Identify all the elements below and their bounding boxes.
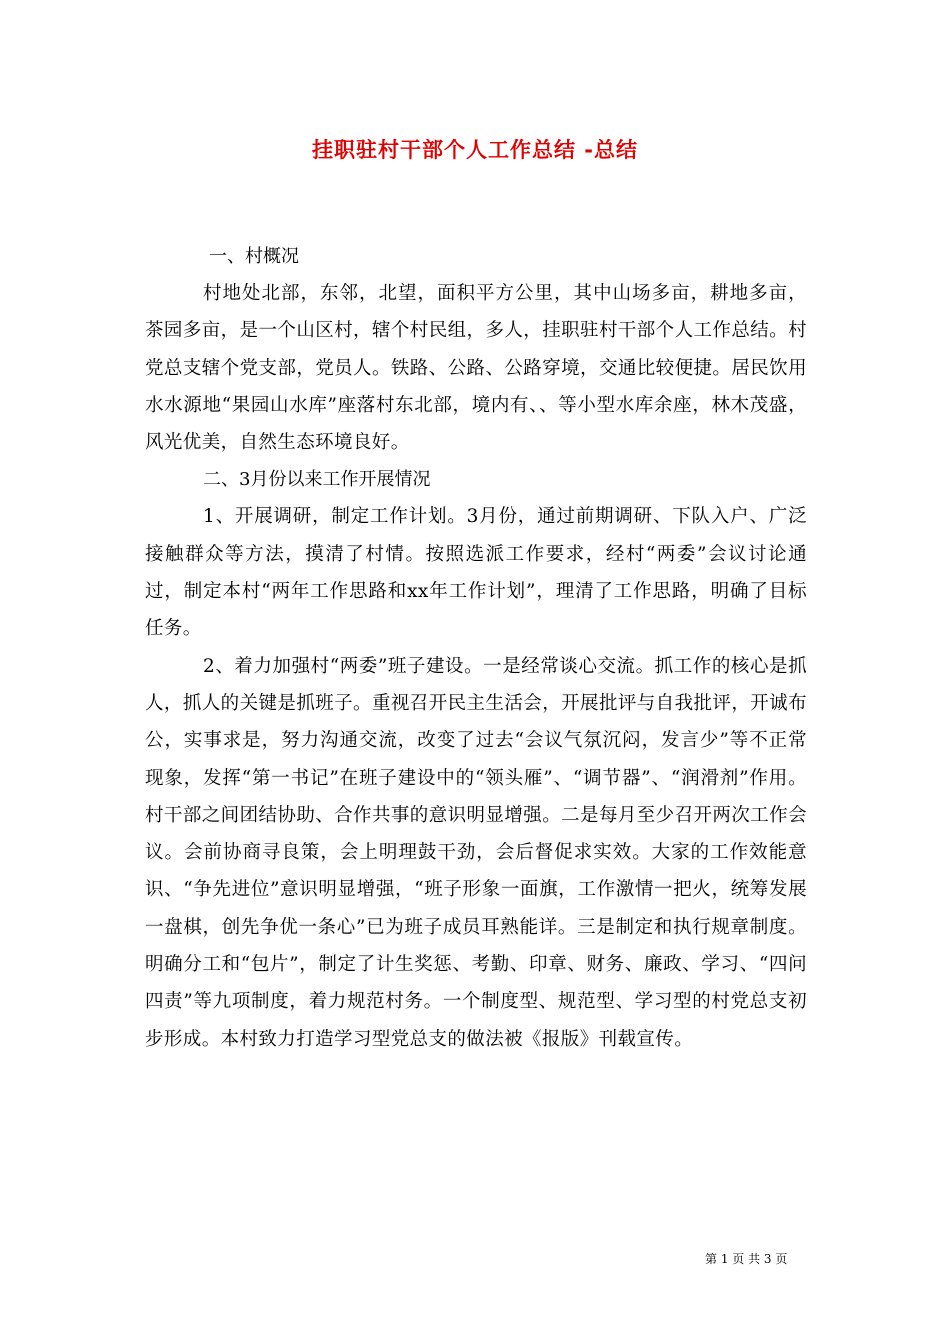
- paragraph: 2、着力加强村“两委”班子建设。一是经常谈心交流。抓工作的核心是抓人，抓人的关键是抓班子。重视召开民主生活会，开展批评与自我批评，开诚布公，实事求是，努力沟通交流，改变了过去“会议气氛沉闷，发言少”等不正常现象，发挥“第一书记”在班子建设中的“领头雁”、“调节器”、“润滑剂”作用。村干部之间团结协助、合作共事的意识明显增强。二是每月至少召开两次工作会议。会前协商寻良策，会上明理鼓干劲，会后督促求实效。大家的工作效能意识、“争先进位”意识明显增强，“班子形象一面旗，工作激情一把火，统筹发展一盘棋，创先争优一条心”已为班子成员耳熟能详。三是制定和执行规章制度。明确分工和“包片”，制定了计生奖惩、考勤、印章、财务、廉政、学习、“四问四责”等九项制度，着力规范村务。一个制度型、规范型、学习型的村党总支初步形成。本村致力打造学习型党总支的做法被《报版》刊载宣传。: [145, 655, 807, 1050]
- page-title: 挂职驻村干部个人工作总结 -总结: [311, 138, 639, 162]
- paragraph: 1、开展调研，制定工作计划。3月份，通过前期调研、下队入户、广泛接触群众等方法，摸清了村情。按照选派工作要求，经村“两委”会议讨论通过，制定本村“两年工作思路和xx年工作计划”，理清了工作思路，明确了目标任务。: [145, 506, 807, 640]
- paragraph: 村地处北部，东邻，北望，面积平方公里，其中山场多亩，耕地多亩，茶园多亩，是一个山区村，辖个村民组，多人，挂职驻村干部个人工作总结。村党总支辖个党支部，党员人。铁路、公路、公路穿境，交通比较便捷。居民饮用水水源地“果园山水库”座落村东北部，境内有、、等小型水库余座，林木茂盛，风光优美，自然生态环境良好。: [145, 283, 807, 454]
- section-heading: 二、3月份以来工作开展情况: [203, 469, 431, 491]
- section-heading: 一、村概况: [209, 246, 299, 267]
- document-body: [145, 238, 807, 1058]
- page-number: 第 1 页 共 3 页: [705, 1252, 788, 1266]
